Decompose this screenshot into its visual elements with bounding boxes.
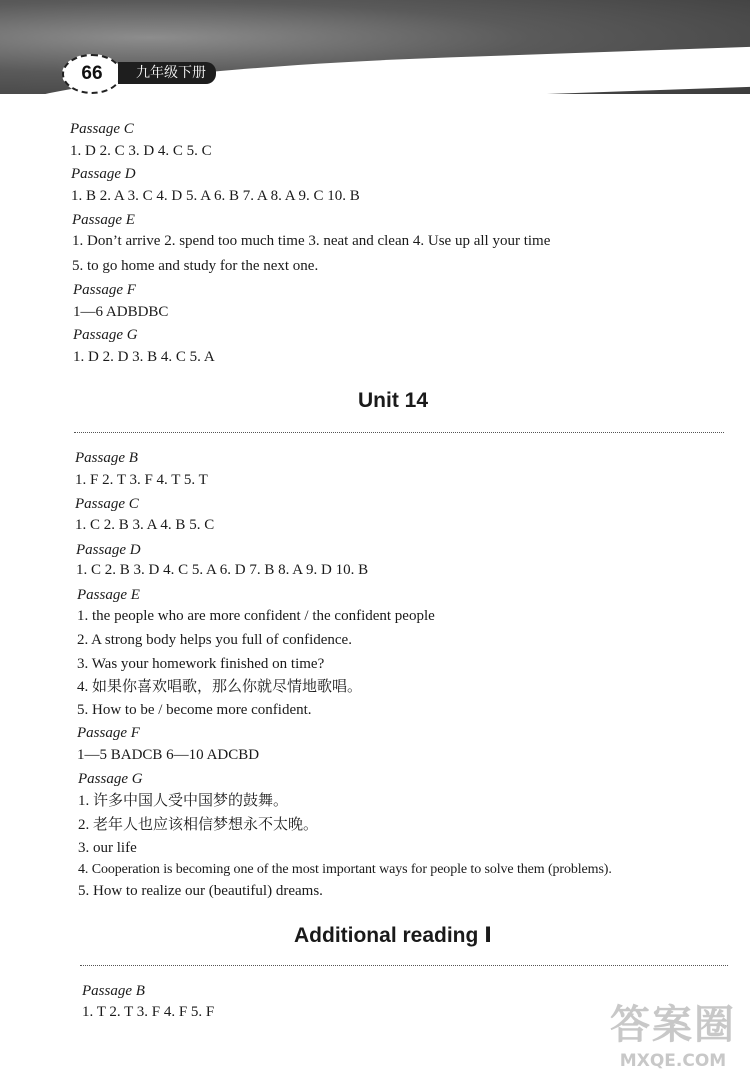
answer-line: 3. our life bbox=[78, 840, 137, 856]
passage-title: Passage F bbox=[73, 282, 136, 298]
answer-line: 1. C 2. B 3. D 4. C 5. A 6. D 7. B 8. A 9. D 10. B bbox=[76, 562, 369, 578]
answer-line: 3. Was your homework finished on time? bbox=[77, 656, 325, 672]
answer-line: 4. Cooperation is becoming one of the most important ways for people to solve them (problems). bbox=[78, 862, 612, 877]
page-number: 66 bbox=[81, 63, 103, 84]
passage-title: Passage G bbox=[73, 327, 138, 343]
answer-line: 5. to go home and study for the next one. bbox=[72, 258, 319, 274]
answer-line: 1. the people who are more confident / the confident people bbox=[77, 608, 435, 624]
answer-line: 1. F 2. T 3. F 4. T 5. T bbox=[75, 472, 208, 488]
passage-title: Passage B bbox=[75, 450, 138, 466]
answer-line: 1. T 2. T 3. F 4. F 5. F bbox=[82, 1004, 215, 1020]
answer-line: 1. Don’t arrive 2. spend too much time 3. neat and clean 4. Use up all your time bbox=[72, 233, 551, 249]
passage-title: Passage F bbox=[77, 725, 140, 741]
answer-line: 1. D 2. D 3. B 4. C 5. A bbox=[73, 349, 215, 365]
book-title-tab bbox=[118, 62, 216, 84]
answer-line: 5. How to be / become more confident. bbox=[77, 702, 312, 718]
answer-line: 1. D 2. C 3. D 4. C 5. C bbox=[70, 143, 212, 159]
answer-line: 1—5 BADCB 6—10 ADCBD bbox=[77, 747, 260, 763]
page-number-badge bbox=[62, 54, 122, 94]
passage-title: Passage G bbox=[78, 771, 143, 787]
unit-heading: Unit 14 bbox=[358, 389, 429, 412]
passage-title: Passage E bbox=[77, 587, 140, 603]
section-divider bbox=[80, 965, 728, 966]
watermark-logo: 答案圈 bbox=[610, 1002, 736, 1048]
site-watermark bbox=[604, 1001, 742, 1081]
answer-line: 1. B 2. A 3. C 4. D 5. A 6. B 7. A 8. A 9. C 10. B bbox=[71, 188, 360, 204]
additional-heading: Additional reading Ⅰ bbox=[294, 924, 492, 947]
answer-line: 1—6 ADBDBC bbox=[73, 304, 169, 320]
passage-title: Passage B bbox=[82, 983, 145, 999]
passage-title: Passage C bbox=[75, 496, 139, 512]
page-header bbox=[0, 0, 750, 94]
answer-line: 2. A strong body helps you full of confidence. bbox=[77, 632, 352, 648]
answer-line: 5. How to realize our (beautiful) dreams. bbox=[78, 883, 323, 899]
passage-title: Passage E bbox=[72, 212, 135, 228]
watermark-url: MXQE.COM bbox=[619, 1051, 727, 1071]
passage-title: Passage D bbox=[71, 166, 136, 182]
passage-title: Passage D bbox=[76, 542, 141, 558]
answer-line: 4. 如果你喜欢唱歌，那么你就尽情地歌唱。 bbox=[77, 679, 363, 695]
section-divider bbox=[74, 432, 724, 433]
passage-title: Passage C bbox=[70, 121, 134, 137]
book-title: 九年级下册 bbox=[136, 65, 206, 81]
answer-line: 1. C 2. B 3. A 4. B 5. C bbox=[75, 517, 215, 533]
answer-line: 1. 许多中国人受中国梦的鼓舞。 bbox=[78, 793, 289, 809]
answer-line: 2. 老年人也应该相信梦想永不太晚。 bbox=[78, 817, 319, 833]
